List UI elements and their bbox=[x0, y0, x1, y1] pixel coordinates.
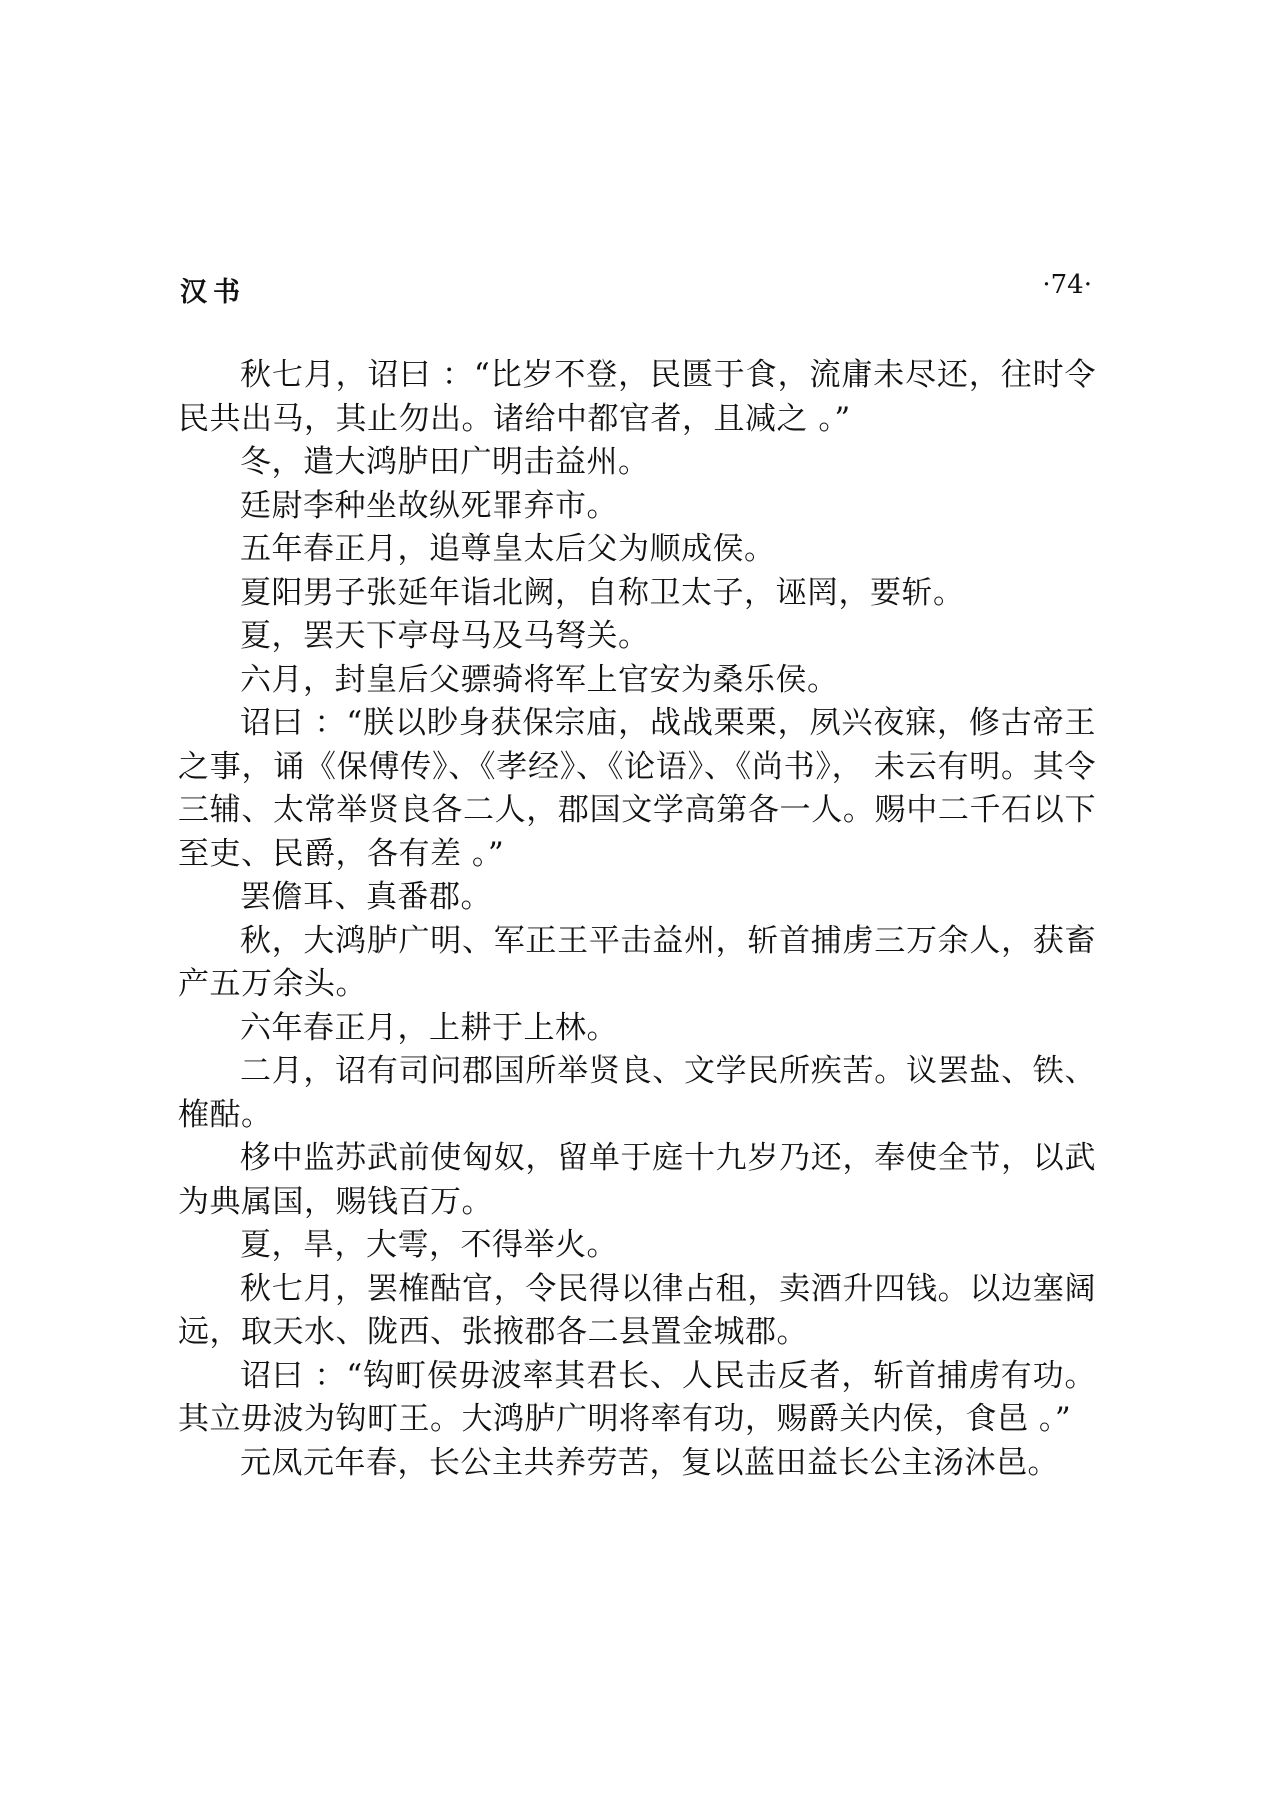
paragraph: 诏曰 ：“钩町侯毋波率其君长、人民击反者，斩首捕虏有功。其立毋波为钩町王。大鸿胪广明将率有功，赐爵关内侯，食邑 。” bbox=[178, 1357, 1096, 1437]
paragraph: 二月，诏有司问郡国所举贤良、文学民所疾苦。议罢盐、铁、榷酤。 bbox=[178, 1053, 1096, 1133]
paragraph: 诏曰 ：“朕以眇身获保宗庙，战战栗栗，夙兴夜寐，修古帝王之事，诵《保傅传》、《孝经》、《论语》、《尚书》， 未云有明。其令三辅、太常举贤良各二人，郡国文学高第各一人。赐中二千石以下至吏、民爵，各有差 。” bbox=[178, 705, 1096, 872]
paragraph: 六年春正月，上耕于上林。 bbox=[240, 1009, 618, 1046]
paragraph: 五年春正月，追尊皇太后父为顺成侯。 bbox=[240, 531, 776, 567]
paragraph: 六月，封皇后父骠骑将军上官安为桑乐侯。 bbox=[240, 661, 839, 698]
paragraph: 栘中监苏武前使匈奴，留单于庭十九岁乃还，奉使全节，以武为典属国，赐钱百万。 bbox=[178, 1140, 1096, 1220]
paragraph: 夏，罢天下亭母马及马弩关。 bbox=[240, 618, 650, 654]
paragraph: 夏阳男子张延年诣北阙，自称卫太子，诬罔，要斩。 bbox=[240, 574, 965, 611]
paragraph: 秋七月，罢榷酤官，令民得以律占租，卖酒升四钱。以边塞阔远，取天水、陇西、张掖郡各二县置金城郡。 bbox=[178, 1270, 1096, 1350]
page-number: ·74· bbox=[1042, 270, 1092, 300]
paragraph: 冬，遣大鸿胪田广明击益州。 bbox=[240, 444, 650, 480]
paragraph: 罢儋耳、真番郡。 bbox=[240, 879, 492, 915]
paragraph: 秋，大鸿胪广明、军正王平击益州，斩首捕虏三万余人，获畜产五万余头。 bbox=[178, 922, 1096, 1002]
page-body bbox=[178, 354, 1096, 1485]
paragraph: 元凤元年春，长公主共养劳苦，复以蓝田益长公主汤沐邑。 bbox=[240, 1444, 1059, 1481]
paragraph: 夏，旱，大雩，不得举火。 bbox=[240, 1227, 618, 1263]
paragraph: 廷尉李种坐故纵死罪弃市。 bbox=[240, 487, 618, 524]
book-title: 汉书 bbox=[180, 277, 246, 308]
paragraph: 秋七月，诏曰 ：“比岁不登，民匮于食，流庸未尽还，往时令民共出马，其止勿出。诸给中都官者，且减之 。” bbox=[178, 357, 1096, 437]
page-header bbox=[180, 270, 1092, 310]
